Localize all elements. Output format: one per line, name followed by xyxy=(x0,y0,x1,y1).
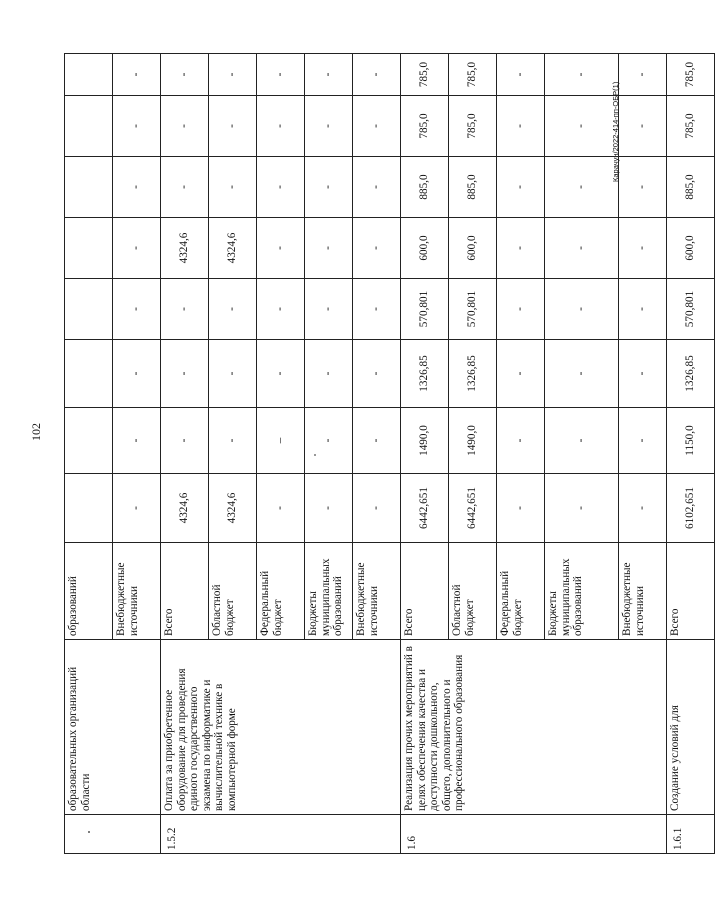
value-cell: - xyxy=(305,340,353,408)
row-code-cell: 1.6.1 xyxy=(667,815,715,854)
value-cell: - xyxy=(353,54,401,96)
source-cell: Областной бюджет xyxy=(449,543,497,640)
value-cell: - xyxy=(209,340,257,408)
value-cell: - xyxy=(161,157,209,218)
value-cell: - xyxy=(209,157,257,218)
source-cell: Бюджеты муниципальных образований xyxy=(545,543,619,640)
value-cell: - xyxy=(619,474,667,543)
value-cell: 4324,6 xyxy=(161,218,209,279)
value-cell xyxy=(65,54,113,96)
value-cell: - xyxy=(619,96,667,157)
value-cell: 600,0 xyxy=(449,218,497,279)
value-cell: 885,0 xyxy=(667,157,715,218)
value-cell: - xyxy=(497,218,545,279)
value-cell: 785,0 xyxy=(449,54,497,96)
value-cell: 1326,85 xyxy=(401,340,449,408)
row-code-cell xyxy=(65,815,161,854)
value-cell: - xyxy=(353,408,401,474)
value-cell: - xyxy=(305,54,353,96)
value-cell: - xyxy=(619,279,667,340)
value-cell xyxy=(65,218,113,279)
value-cell: - xyxy=(497,96,545,157)
value-cell: 4324,6 xyxy=(161,474,209,543)
value-cell: - xyxy=(113,408,161,474)
document-registration-code: Карачун/2022-414-пп-ОБР(1) xyxy=(611,81,620,182)
value-cell: 570,801 xyxy=(401,279,449,340)
value-cell xyxy=(65,474,113,543)
table-row xyxy=(401,54,449,854)
value-cell: - xyxy=(257,218,305,279)
value-cell: - xyxy=(113,279,161,340)
value-cell: - xyxy=(113,96,161,157)
value-cell xyxy=(65,279,113,340)
value-cell: - xyxy=(545,96,619,157)
value-cell xyxy=(65,157,113,218)
value-cell: - xyxy=(497,279,545,340)
source-cell: образований xyxy=(65,543,113,640)
table-row xyxy=(667,54,715,854)
value-cell: 1150,0 xyxy=(667,408,715,474)
value-cell: - xyxy=(161,408,209,474)
page-number: 102 xyxy=(29,423,43,441)
value-cell: - xyxy=(353,218,401,279)
value-cell: 785,0 xyxy=(449,96,497,157)
value-cell: 1326,85 xyxy=(449,340,497,408)
value-cell: 600,0 xyxy=(667,218,715,279)
value-cell: 570,801 xyxy=(667,279,715,340)
table-row xyxy=(161,54,209,854)
value-cell: - xyxy=(619,157,667,218)
value-cell: - xyxy=(113,340,161,408)
source-cell: Внебюджетные источники xyxy=(113,543,161,640)
value-cell: - xyxy=(353,96,401,157)
value-cell: - xyxy=(161,340,209,408)
source-cell: Федеральный бюджет xyxy=(497,543,545,640)
value-cell: - xyxy=(257,54,305,96)
value-cell: - xyxy=(209,96,257,157)
value-cell: - xyxy=(545,408,619,474)
row-code-cell: 1.6 xyxy=(401,815,667,854)
value-cell: - xyxy=(305,408,353,474)
value-cell: - xyxy=(353,340,401,408)
source-cell: Всего xyxy=(401,543,449,640)
value-cell: - xyxy=(619,340,667,408)
value-cell: 785,0 xyxy=(667,54,715,96)
value-cell: - xyxy=(545,474,619,543)
value-cell: – xyxy=(257,408,305,474)
source-cell: Всего xyxy=(667,543,715,640)
value-cell xyxy=(65,340,113,408)
value-cell: 1326,85 xyxy=(667,340,715,408)
value-cell: - xyxy=(497,408,545,474)
value-cell: 6102,651 xyxy=(667,474,715,543)
value-cell: - xyxy=(257,474,305,543)
value-cell: 1490,0 xyxy=(401,408,449,474)
value-cell: - xyxy=(545,54,619,96)
value-cell: - xyxy=(257,279,305,340)
value-cell: 4324,6 xyxy=(209,474,257,543)
value-cell: - xyxy=(545,157,619,218)
value-cell: - xyxy=(305,96,353,157)
value-cell: - xyxy=(497,474,545,543)
value-cell: - xyxy=(353,474,401,543)
value-cell: - xyxy=(497,340,545,408)
value-cell: 885,0 xyxy=(449,157,497,218)
value-cell: - xyxy=(619,408,667,474)
value-cell: - xyxy=(619,54,667,96)
value-cell: 885,0 xyxy=(401,157,449,218)
financing-table xyxy=(64,53,715,854)
value-cell xyxy=(65,96,113,157)
activity-name-cell: образовательных организаций области xyxy=(65,640,161,815)
value-cell: - xyxy=(619,218,667,279)
value-cell: 1490,0 xyxy=(449,408,497,474)
value-cell: 4324,6 xyxy=(209,218,257,279)
value-cell: - xyxy=(545,279,619,340)
value-cell: 6442,651 xyxy=(401,474,449,543)
value-cell: - xyxy=(497,54,545,96)
value-cell: - xyxy=(209,408,257,474)
value-cell: 570,801 xyxy=(449,279,497,340)
value-cell: - xyxy=(113,54,161,96)
value-cell: - xyxy=(209,279,257,340)
value-cell: - xyxy=(353,157,401,218)
table-row xyxy=(65,54,113,854)
value-cell: - xyxy=(545,218,619,279)
value-cell: - xyxy=(113,218,161,279)
value-cell: - xyxy=(545,340,619,408)
value-cell: - xyxy=(305,218,353,279)
value-cell: - xyxy=(257,157,305,218)
value-cell: 785,0 xyxy=(401,54,449,96)
value-cell: - xyxy=(257,340,305,408)
value-cell: 785,0 xyxy=(401,96,449,157)
source-cell: Бюджеты муниципальных образований xyxy=(305,543,353,640)
source-cell: Федеральный бюджет xyxy=(257,543,305,640)
value-cell: - xyxy=(497,157,545,218)
row-code-cell: 1.5.2 xyxy=(161,815,401,854)
source-cell: Внебюджетные источники xyxy=(619,543,667,640)
source-cell: Всего xyxy=(161,543,209,640)
source-cell: Областной бюджет xyxy=(209,543,257,640)
value-cell: - xyxy=(257,96,305,157)
value-cell: 785,0 xyxy=(667,96,715,157)
value-cell: - xyxy=(113,474,161,543)
value-cell: - xyxy=(353,279,401,340)
value-cell: - xyxy=(305,157,353,218)
value-cell xyxy=(65,408,113,474)
source-cell: Внебюджетные источники xyxy=(353,543,401,640)
activity-name-cell: Реализация прочих мероприятий в целях обеспечения качества и доступности дошкольного, общего, дополнительного и профессионального образования xyxy=(401,640,667,815)
activity-name-cell: Оплата за приобретенное оборудование для проведения единого государственного экзамена по информатике и вычислительной технике в компьютерной форме xyxy=(161,640,401,815)
value-cell: - xyxy=(305,474,353,543)
value-cell: 600,0 xyxy=(401,218,449,279)
value-cell: - xyxy=(305,279,353,340)
value-cell: - xyxy=(113,157,161,218)
value-cell: 6442,651 xyxy=(449,474,497,543)
value-cell: - xyxy=(209,54,257,96)
activity-name-cell: Создание условий для xyxy=(667,640,715,815)
value-cell: - xyxy=(161,54,209,96)
value-cell: - xyxy=(161,96,209,157)
value-cell: - xyxy=(161,279,209,340)
